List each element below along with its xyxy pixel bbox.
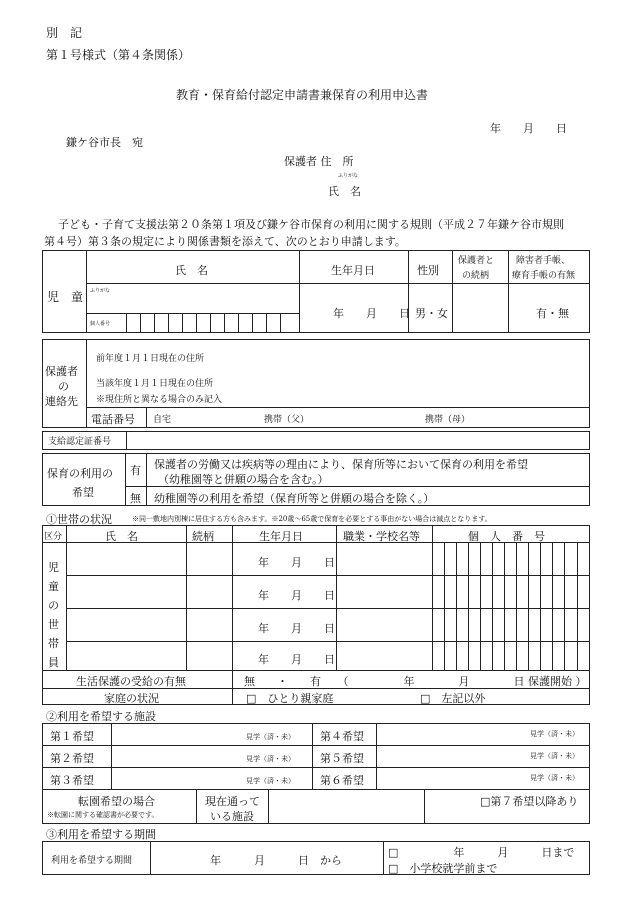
certificate-row xyxy=(42,431,590,450)
side-label: 童 xyxy=(48,580,59,593)
choice-2: 第２希望 xyxy=(50,752,94,765)
current-facility-label: 現在通って xyxy=(205,795,260,808)
col-kubun: 区分 xyxy=(44,532,63,542)
annex-label: 別 記 xyxy=(46,26,83,40)
seventh-choice-checkbox[interactable]: □第７希望以降あり xyxy=(480,795,579,808)
choice-6: 第６希望 xyxy=(320,774,364,787)
choice-3: 第３希望 xyxy=(50,774,94,787)
addressee: 鎌ケ谷市長 宛 xyxy=(66,136,143,149)
welfare-label: 生活保護の受給の有無 xyxy=(76,675,186,688)
household-note: ※同一敷地内別棟に居住する方も含みます。※20歳～65歳で保育を必要とする事由がない場合は減点となります。 xyxy=(132,515,492,523)
visit-status[interactable]: 見学（済・未） xyxy=(246,755,295,763)
current-address-label: 当該年度１月１日現在の住所 xyxy=(96,379,214,389)
phone-mobile-mother[interactable]: 携帯（母） xyxy=(425,415,471,425)
col-member-name: 氏 名 xyxy=(105,530,138,543)
side-label: 帯 xyxy=(48,637,59,650)
guardian-address-label: 保護者 住 所 xyxy=(284,155,354,168)
care-wish-label-2: 希望 xyxy=(72,486,94,499)
choice-5: 第５希望 xyxy=(320,752,364,765)
side-label: 員 xyxy=(48,656,59,669)
care-yes-text-2: （幼稚園等と併願の場合を含む。） xyxy=(158,473,329,486)
date-field[interactable]: 年 月 日 xyxy=(490,122,567,135)
visit-status[interactable]: 見学（済・未） xyxy=(530,730,579,738)
visit-status[interactable]: 見学（済・未） xyxy=(530,774,579,782)
col-member-birth: 生年月日 xyxy=(259,530,303,543)
care-no-text: 幼稚園等の利用を希望（保育所等と併願の場合を除く。） xyxy=(154,492,435,505)
side-label: 児 xyxy=(48,561,59,574)
col-name: 氏 名 xyxy=(175,264,208,277)
visit-status[interactable]: 見学（済・未） xyxy=(246,733,295,741)
visit-status[interactable]: 見学（済・未） xyxy=(246,777,295,785)
family-status-label: 家庭の状況 xyxy=(104,692,159,705)
period-until-school-option[interactable]: □ 小学校就学前まで xyxy=(388,862,498,875)
choice-1: 第１希望 xyxy=(50,730,94,743)
guardian-label-2: の xyxy=(58,380,69,393)
child-id-label: 個人番号 xyxy=(90,321,111,327)
transfer-label: 転園希望の場合 xyxy=(78,795,155,808)
choice-4: 第４希望 xyxy=(320,730,364,743)
period-until-date-option[interactable]: □ 年 月 日まで xyxy=(388,846,575,859)
child-furigana: ふりがな xyxy=(90,288,111,294)
current-facility-label-2: いる施設 xyxy=(210,810,254,823)
care-yes-text: 保護者の労働又は疾病等の理由により、保育所等において保育の利用を希望 xyxy=(154,458,528,471)
col-sex: 性別 xyxy=(417,264,439,277)
member-birth-field[interactable]: 年 月 日 xyxy=(258,589,335,602)
side-label: の xyxy=(48,599,59,612)
guardian-name-label: 氏 名 xyxy=(328,185,361,198)
phone-mobile-father[interactable]: 携帯（父） xyxy=(264,415,310,425)
member-birth-field[interactable]: 年 月 日 xyxy=(258,556,335,569)
facility-heading: ②利用を希望する施設 xyxy=(46,710,156,723)
welfare-value[interactable]: 無 ・ 有 （ 年 月 日 保護開始 ） xyxy=(244,675,587,688)
care-wish-label: 保育の利用の xyxy=(47,467,113,480)
col-relation-2: の続柄 xyxy=(462,271,490,281)
period-from[interactable]: 年 月 日 から xyxy=(210,854,342,867)
col-relation: 続柄 xyxy=(192,530,214,543)
period-label: 利用を希望する期間 xyxy=(51,856,133,866)
intro-line-2: 第４号）第３条の規定により関係書類を添えて、次のとおり申請します。 xyxy=(44,235,406,248)
current-address-note: ※現住所と異なる場合のみ記入 xyxy=(96,395,223,405)
phone-label: 電話番号 xyxy=(91,413,135,426)
phone-home[interactable]: 自宅 xyxy=(153,415,172,425)
household-heading: ①世帯の状況 xyxy=(46,513,112,526)
family-single-parent-option[interactable]: □ ひとり親家庭 xyxy=(246,692,334,705)
furigana-label: ふりがな xyxy=(338,173,359,179)
child-disability-field[interactable]: 有・無 xyxy=(536,307,569,320)
child-sex-field[interactable]: 男・女 xyxy=(415,307,448,320)
visit-status[interactable]: 見学（済・未） xyxy=(530,752,579,760)
col-relation: 保護者と xyxy=(458,256,495,266)
member-birth-field[interactable]: 年 月 日 xyxy=(258,622,335,635)
guardian-label-3: 連絡先 xyxy=(45,395,78,408)
care-yes-option[interactable]: 有 xyxy=(130,464,141,477)
page-title: 教育・保育給付認定申請書兼保育の利用申込書 xyxy=(176,88,429,102)
prev-address-label: 前年度１月１日現在の住所 xyxy=(96,354,205,364)
form-number: 第１号様式（第４条関係） xyxy=(46,48,191,62)
col-occupation: 職業・学校名等 xyxy=(343,530,420,543)
col-disability: 障害者手帳、 xyxy=(516,256,571,266)
care-no-option[interactable]: 無 xyxy=(130,492,141,505)
child-birth-field[interactable]: 年 月 日 xyxy=(333,307,410,320)
col-disability-2: 療育手帳の有無 xyxy=(512,271,576,281)
col-id-number: 個 人 番 号 xyxy=(468,530,545,543)
side-label: 世 xyxy=(48,618,59,631)
intro-line-1: 子ども・子育て支援法第２０条第１項及び鎌ケ谷市保育の利用に関する規則（平成２７年鎌ケ谷市規則 xyxy=(58,218,564,231)
family-other-option[interactable]: □ 左記以外 xyxy=(420,692,486,705)
certificate-label: 支給認定証番号 xyxy=(48,437,112,447)
guardian-label: 保護者 xyxy=(45,365,78,378)
child-label: 児 童 xyxy=(47,290,84,304)
col-birth: 生年月日 xyxy=(331,264,375,277)
transfer-note: ※転園に関する確認書が必要です。 xyxy=(47,811,159,819)
member-birth-field[interactable]: 年 月 日 xyxy=(258,653,335,666)
period-heading: ③利用を希望する期間 xyxy=(46,828,156,841)
